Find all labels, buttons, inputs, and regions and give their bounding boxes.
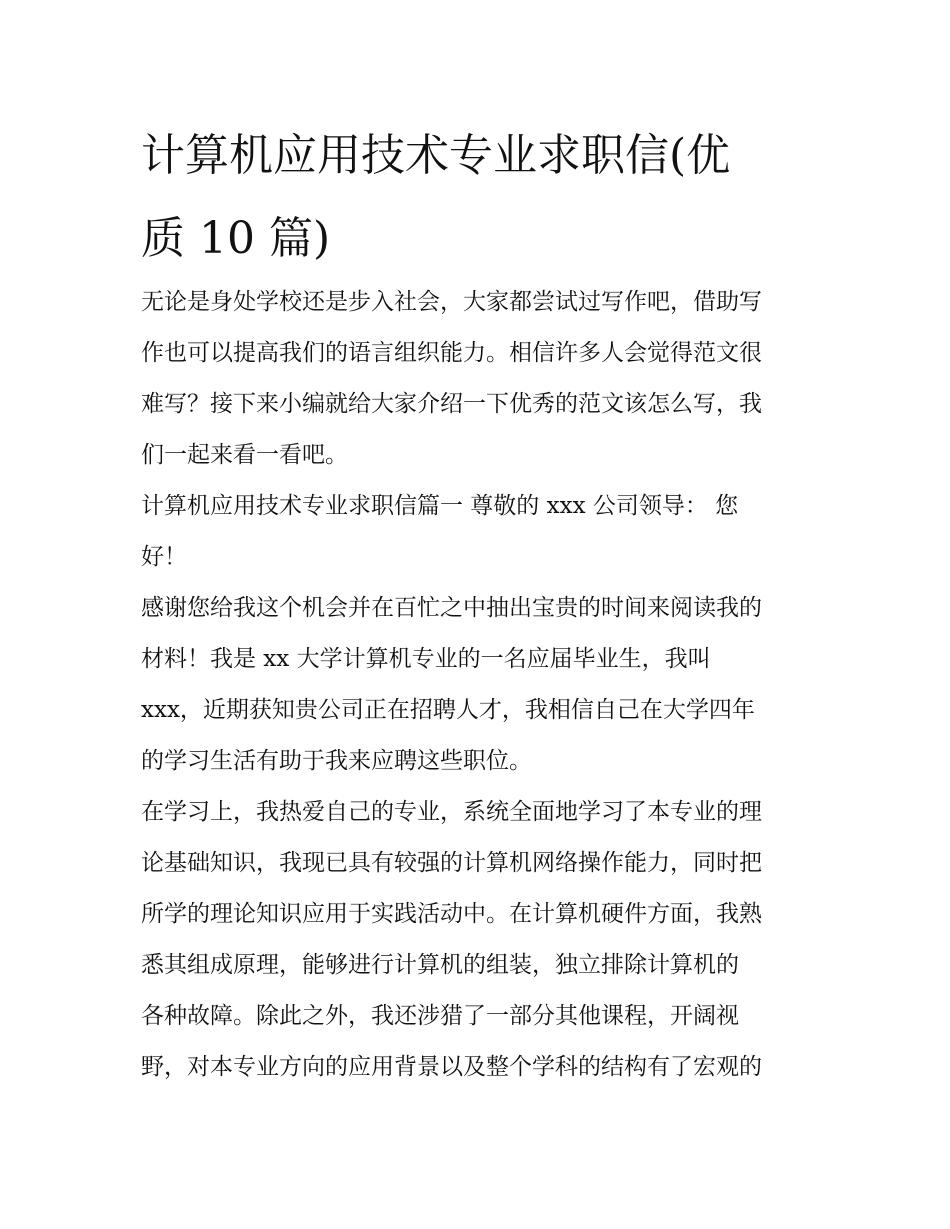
body-line: 计算机应用技术专业求职信篇一 尊敬的 xxx 公司领导： 您 <box>141 493 739 519</box>
body-line: 作也可以提高我们的语言组织能力。相信许多人会觉得范文很 <box>141 340 762 366</box>
body-line: 悉其组成原理，能够进行计算机的组装，独立排除计算机的 <box>141 952 739 978</box>
body-line: 无论是身处学校还是步入社会，大家都尝试过写作吧，借助写 <box>141 289 762 315</box>
body-line: 感谢您给我这个机会并在百忙之中抽出宝贵的时间来阅读我的 <box>141 595 762 621</box>
body-line: 们一起来看一看吧。 <box>141 442 348 468</box>
body-line: 所学的理论知识应用于实践活动中。在计算机硬件方面，我熟 <box>141 901 762 927</box>
body-line: 的学习生活有助于我来应聘这些职位。 <box>141 748 532 774</box>
title-line: 质 10 篇) <box>141 213 331 264</box>
body-line: xxx，近期获知贵公司正在招聘人才，我相信自己在大学四年 <box>141 697 755 723</box>
document-body <box>141 277 813 1093</box>
document-title <box>141 114 821 280</box>
body-line: 难写？接下来小编就给大家介绍一下优秀的范文该怎么写，我 <box>141 391 762 417</box>
body-line: 论基础知识，我现已具有较强的计算机网络操作能力，同时把 <box>141 850 762 876</box>
body-line: 在学习上，我热爱自己的专业，系统全面地学习了本专业的理 <box>141 799 762 825</box>
body-line: 野，对本专业方向的应用背景以及整个学科的结构有了宏观的 <box>141 1054 762 1080</box>
body-line: 好！ <box>141 544 187 570</box>
body-line: 各种故障。除此之外，我还涉猎了一部分其他课程，开阔视 <box>141 1003 739 1029</box>
title-line: 计算机应用技术专业求职信(优 <box>141 130 731 181</box>
body-line: 材料！我是 xx 大学计算机专业的一名应届毕业生，我叫 <box>141 646 711 672</box>
